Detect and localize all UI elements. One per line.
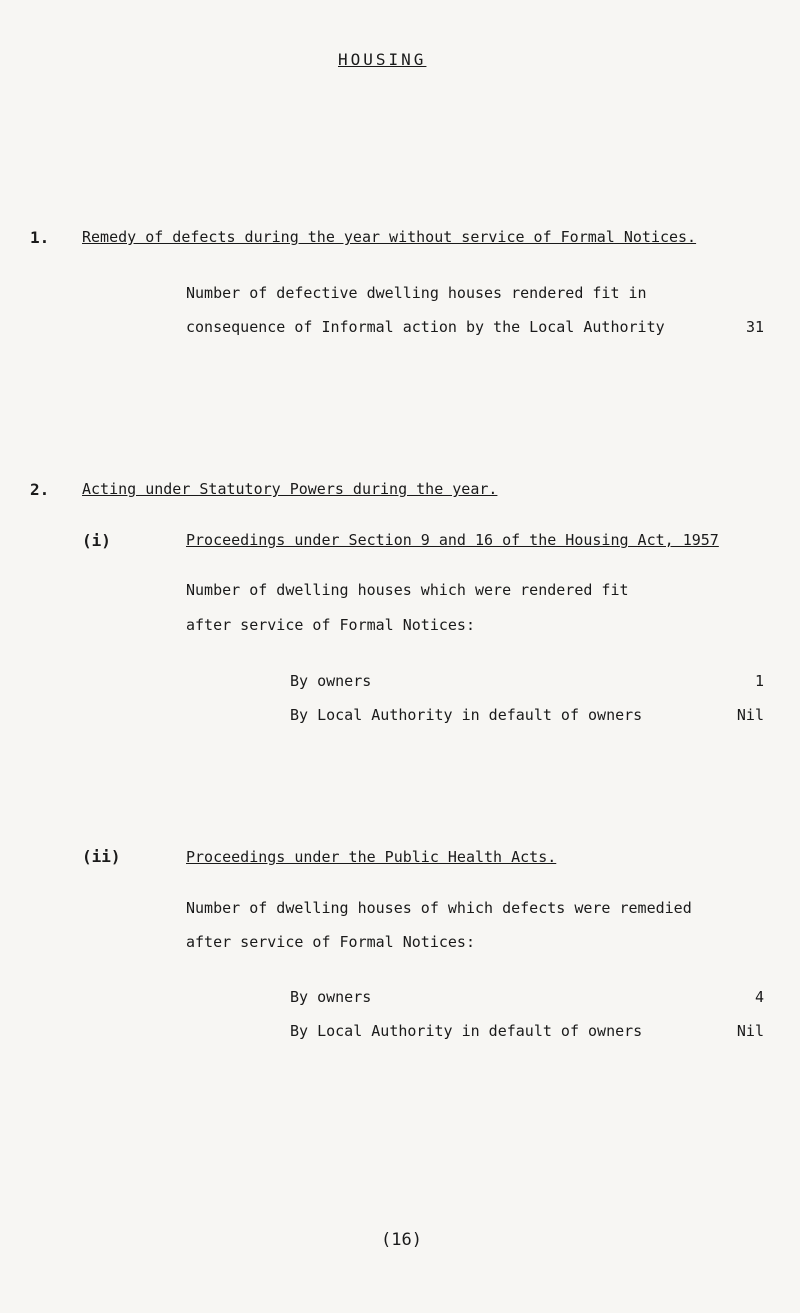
subsection-i-row-label: By owners (290, 672, 372, 690)
subsection-ii-heading: Proceedings under the Public Health Acts. (186, 848, 557, 866)
subsection-i-row-value: Nil (736, 706, 764, 724)
subsection-i-label: (i) (82, 531, 111, 550)
subsection-i-row-label: By Local Authority in default of owners (290, 706, 643, 724)
page-title: HOUSING (338, 50, 427, 69)
subsection-i-row-value: 1 (754, 672, 764, 690)
subsection-ii-row-label: By Local Authority in default of owners (290, 1022, 643, 1040)
subsection-ii-row-label: By owners (290, 988, 372, 1006)
subsection-ii-row-value: 4 (754, 988, 764, 1006)
subsection-ii-text-line1: Number of dwelling houses of which defects were remedied (186, 899, 692, 917)
section-1-text-line2: consequence of Informal action by the Local Authority (186, 318, 665, 336)
page-number: (16) (381, 1230, 422, 1250)
subsection-ii-label: (ii) (82, 847, 121, 866)
subsection-i-text-line2: after service of Formal Notices: (186, 616, 475, 634)
subsection-ii-row-value: Nil (736, 1022, 764, 1040)
section-1-text-line1: Number of defective dwelling houses rendered fit in (186, 284, 647, 302)
section-1-heading: Remedy of defects during the year without service of Formal Notices. (82, 228, 697, 246)
section-1-number: 1. (30, 228, 50, 247)
subsection-i-text-line1: Number of dwelling houses which were rendered fit (186, 581, 629, 599)
subsection-i-heading: Proceedings under Section 9 and 16 of the Housing Act, 1957 (186, 531, 719, 549)
section-1-value: 31 (745, 318, 764, 336)
section-2-number: 2. (30, 480, 50, 499)
subsection-ii-text-line2: after service of Formal Notices: (186, 933, 475, 951)
section-2-heading: Acting under Statutory Powers during the year. (82, 480, 498, 498)
